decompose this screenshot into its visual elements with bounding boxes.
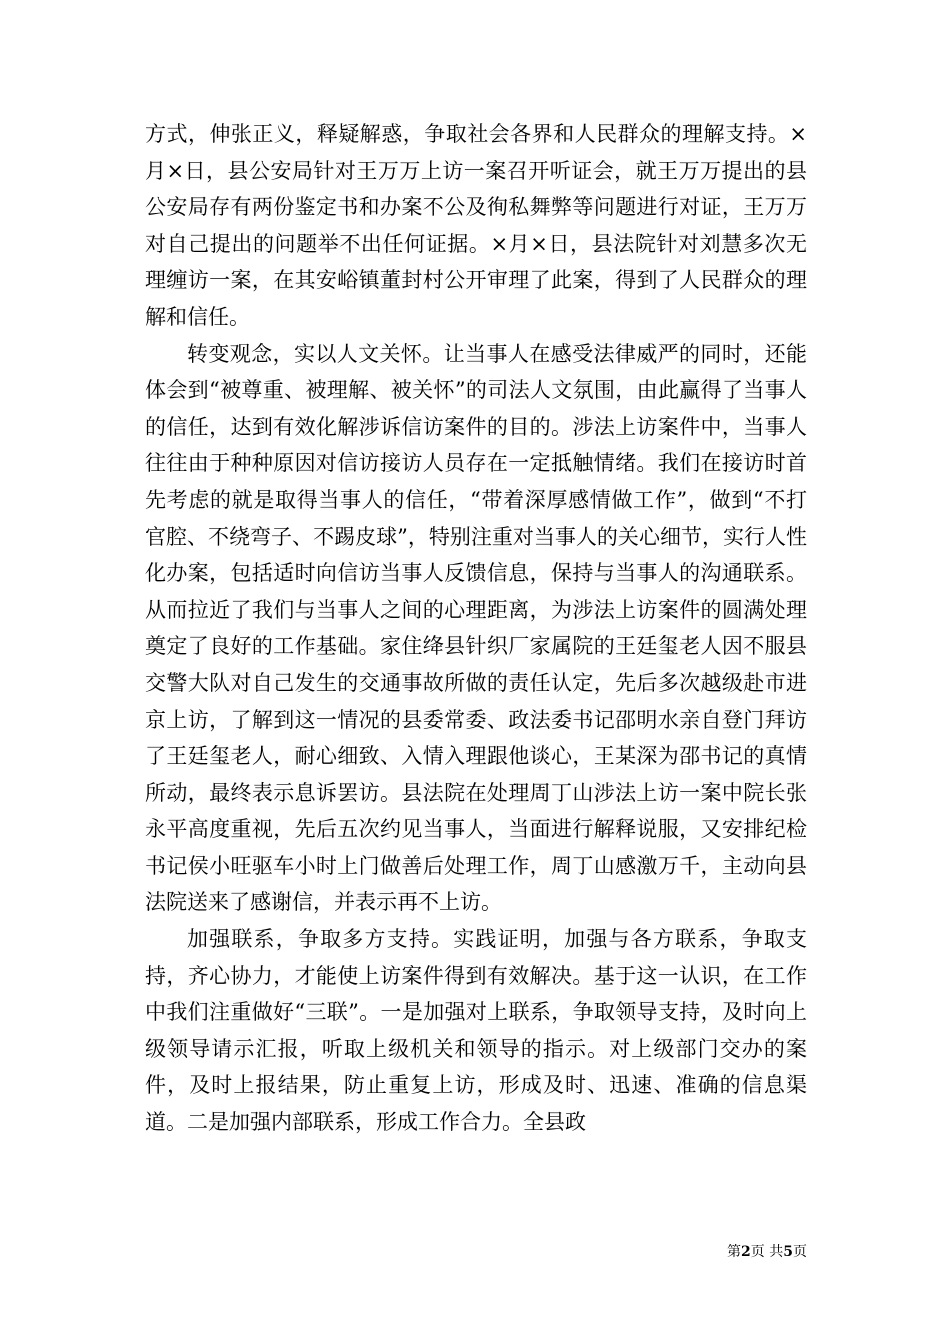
document-body — [145, 116, 807, 1141]
footer-total-pages: 5 — [783, 1244, 793, 1260]
paragraph-3: 加强联系，争取多方支持。实践证明，加强与各方联系，争取支持，齐心协力，才能使上访案件得到有效解决。基于这一认识，在工作中我们注重做好“三联”。一是加强对上联系，争取领导支持，及时向上级领导请示汇报，听取上级机关和领导的指示。对上级部门交办的案件，及时上报结果，防止重复上访，形成及时、迅速、准确的信息渠道。二是加强内部联系，形成工作合力。全县政 — [145, 927, 807, 1135]
footer-suffix: 页 — [793, 1244, 807, 1260]
footer-prefix: 第 — [727, 1244, 742, 1260]
paragraph-2: 转变观念，实以人文关怀。让当事人在感受法律威严的同时，还能体会到“被尊重、被理解、被关怀”的司法人文氛围，由此赢得了当事人的信任，达到有效化解涉诉信访案件的目的。涉法上访案件中，当事人往往由于种种原因对信访接访人员存在一定抵触情绪。我们在接访时首先考虑的就是取得当事人的信任，“带着深厚感情做工作”，做到“不打官腔、不绕弯子、不踢皮球”，特别注重对当事人的关心细节，实行人性化办案，包括适时向信访当事人反馈信息，保持与当事人的沟通联系。从而拉近了我们与当事人之间的心理距离，为涉法上访案件的圆满处理奠定了良好的工作基础。家住绛县针织厂家属院的王廷玺老人因不服县交警大队对自己发生的交通事故所做的责任认定，先后多次越级赴市进京上访，了解到这一情况的县委常委、政法委书记邵明水亲自登门拜访了王廷玺老人，耐心细致、入情入理跟他谈心，王某深为邵书记的真情所动，最终表示息诉罢访。县法院在处理周丁山涉法上访一案中院长张永平高度重视，先后五次约见当事人，当面进行解释说服，又安排纪检书记侯小旺驱车小时上门做善后处理工作，周丁山感激万千，主动向县法院送来了感谢信，并表示再不上访。 — [145, 341, 807, 915]
footer-middle: 页 共 — [750, 1244, 784, 1260]
paragraph-1: 方式，伸张正义，释疑解惑，争取社会各界和人民群众的理解支持。×月×日，县公安局针对王万万上访一案召开听证会，就王万万提出的县公安局存有两份鉴定书和办案不公及徇私舞弊等问题进行对证，王万万对自己提出的问题举不出任何证据。×月×日，县法院针对刘慧多次无理缠访一案，在其安峪镇董封村公开审理了此案，得到了人民群众的理解和信任。 — [145, 122, 807, 329]
page-number-footer — [0, 1242, 807, 1262]
footer-current-page: 2 — [741, 1244, 751, 1260]
